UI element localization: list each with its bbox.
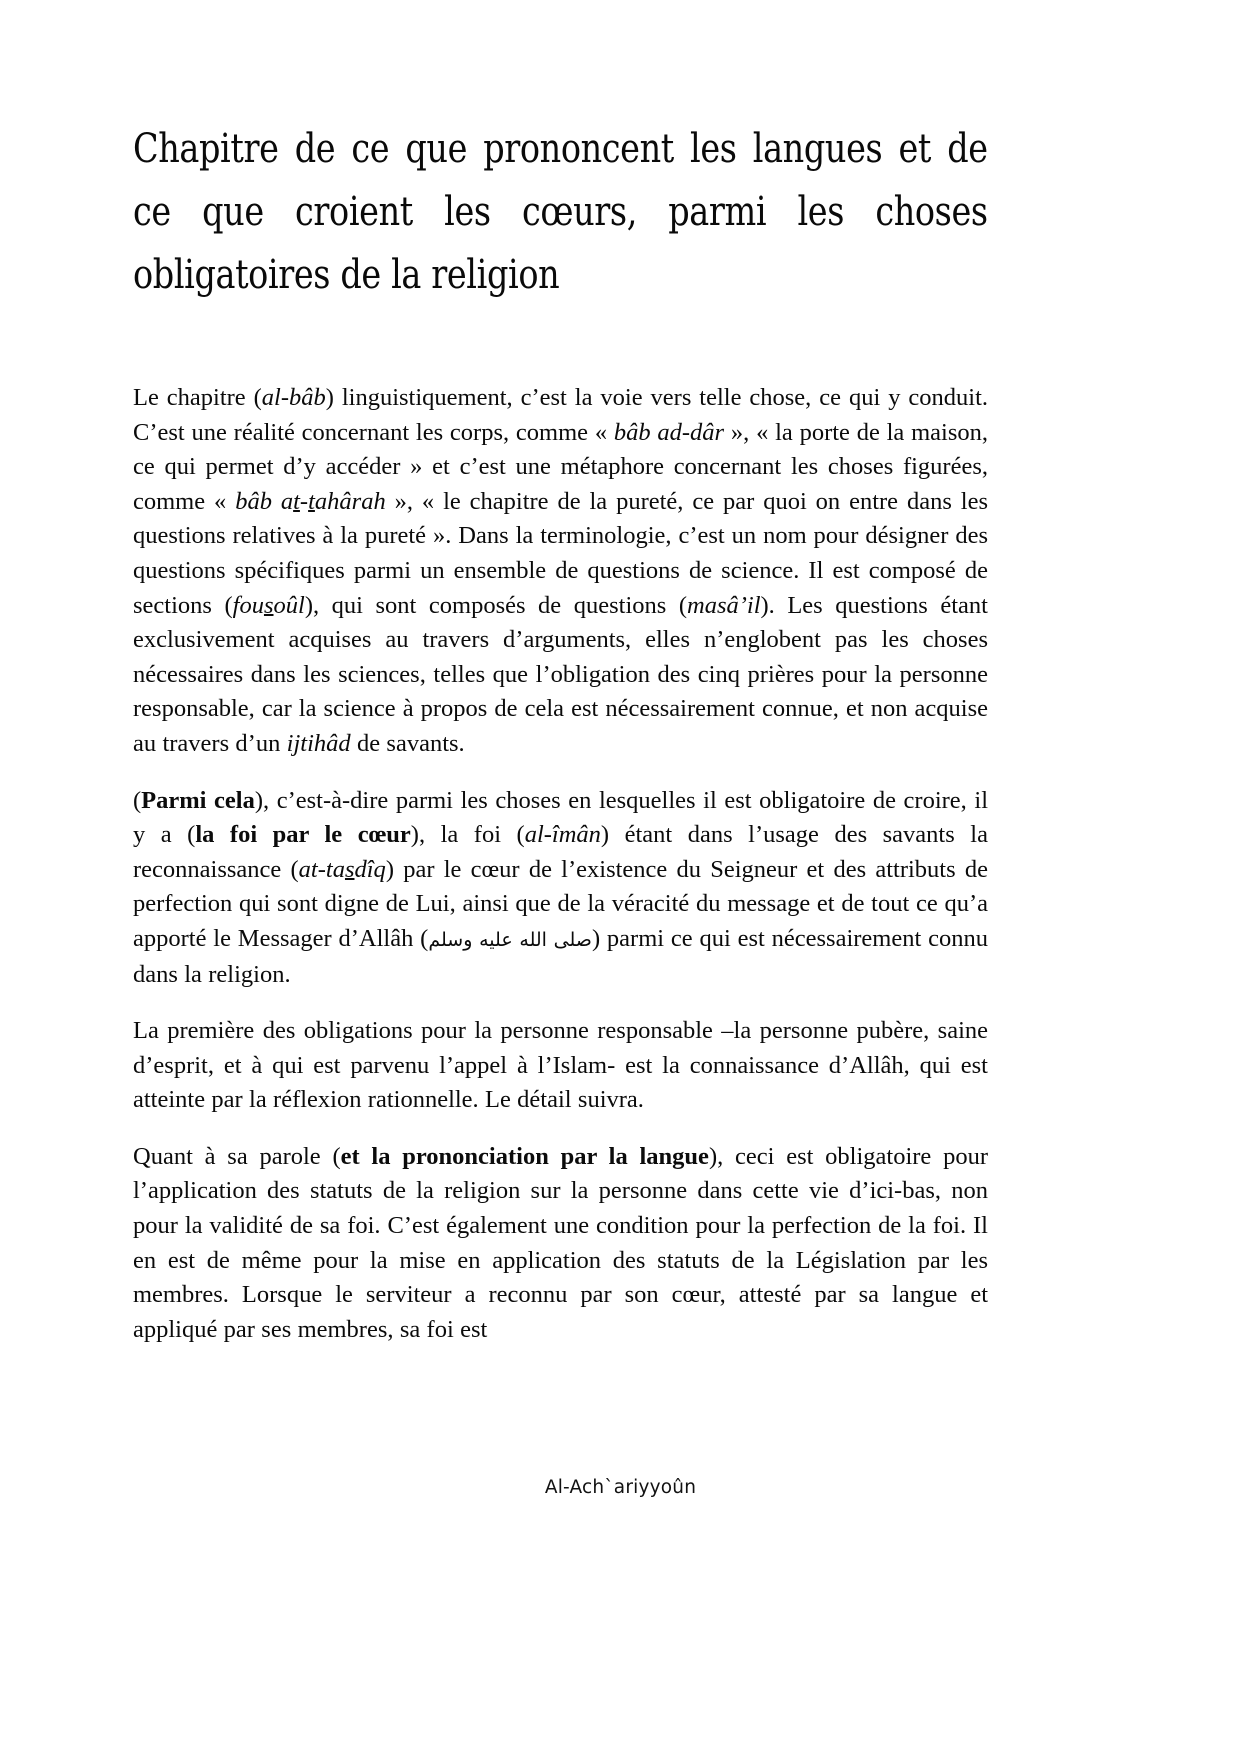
p1-transliteration-4c: oûl xyxy=(273,591,305,619)
paragraph-1 xyxy=(133,381,988,762)
p2-text-5: ) par le cœur de l’existence du Seigneur et des attributs de perfection qui sont digne de Lui, ainsi que de la véracité du message et de tout ce qu’a apporté le Messager d’Allâh ( xyxy=(133,855,988,952)
p2-text-6: ) parmi ce qui est nécessairement connu dans la religion. xyxy=(133,924,988,988)
title-body-spacer xyxy=(133,307,988,381)
p1-transliteration-3a: bâb a xyxy=(235,487,294,515)
p1-transliteration-6: ijtihâd xyxy=(286,729,351,757)
p1-transliteration-5: masâ’il xyxy=(687,591,761,619)
page-content xyxy=(133,118,988,1347)
p2-bold-1: Parmi cela xyxy=(141,786,255,814)
page-footer: Al-Ach`ariyyoûn xyxy=(544,1477,697,1498)
p2-text-2: ), c’est-à-dire parmi les choses en lesquelles il est obligatoire de croire, il y a ( xyxy=(133,786,988,849)
p1-text-5: ), qui sont composés de questions ( xyxy=(304,591,687,619)
arabic-blessing: صلى الله عليه وسلم xyxy=(428,928,592,951)
p2-transliteration-1: al-îmân xyxy=(524,821,601,849)
p1-text-7: de savants. xyxy=(350,729,465,757)
p1-text-2: ) linguistiquement, c’est la voie vers telle chose, ce qui y conduit. C’est une réalité concernant les corps, comme « xyxy=(133,384,988,446)
p1-transliteration-3e: ahârah xyxy=(314,487,386,515)
p1-text-4: », « le chapitre de la pureté, ce par quoi on entre dans les questions relatives à la pureté ». Dans la terminologie, c’est un nom pour désigner des questions spécifiques parmi un ensemble de questions de science. Il est composé de sections ( xyxy=(133,487,988,619)
paragraph-3 xyxy=(133,1014,988,1118)
p1-text-6: ). Les questions étant exclusivement acquises au travers d’arguments, elles n’englobent pas les choses nécessaires dans les sciences, telles que l’obligation des cinq prières pour la personne responsable, car la science à propos de cela est nécessairement connue, et non acquise au travers d’un xyxy=(133,591,988,757)
p2-text-3: ), la foi ( xyxy=(410,821,525,849)
p2-bold-2: la foi par le cœur xyxy=(195,821,411,849)
p1-text-3: », « la porte de la maison, ce qui permet d’y accéder » et c’est une métaphore concernant les choses figurées, comme « xyxy=(133,418,989,515)
p1-transliteration-3d: t xyxy=(308,487,315,515)
p4-text-2: ), ceci est obligatoire pour l’application des statuts de la religion sur la personne dans cette vie d’ici-bas, non pour la validité de sa foi. C’est également une condition pour la perfection de la foi. Il en est de même pour la mise en application des statuts de la Législation par les membres. Lorsque le serviteur a reconnu par son cœur, attesté par sa langue et appliqué par ses membres, sa foi est xyxy=(133,1142,988,1343)
p1-transliteration-2: bâb ad-dâr xyxy=(613,418,725,446)
p2-text-1: ( xyxy=(133,786,142,814)
p1-text-1: Le chapitre ( xyxy=(133,384,262,411)
p2-text-4: ) étant dans l’usage des savants la reconnaissance ( xyxy=(133,821,988,883)
p2-transliteration-2c: dîq xyxy=(354,855,386,883)
p4-text-1: Quant à sa parole ( xyxy=(133,1142,341,1170)
paragraph-4 xyxy=(133,1140,988,1348)
paragraph-2 xyxy=(133,784,988,993)
p1-transliteration-1: al-bâb xyxy=(261,384,326,411)
p3-text-1: La première des obligations pour la personne responsable –la personne pubère, saine d’esprit, et à qui est parvenu l’appel à l’Islam- est la connaissance d’Allâh, qui est atteinte par la réflexion rationnelle. Le détail suivra. xyxy=(133,1017,988,1114)
p2-transliteration-2b: s xyxy=(344,855,355,883)
p1-transliteration-3b: t xyxy=(293,487,300,515)
p1-transliteration-3c: - xyxy=(299,487,309,515)
p4-bold-1: et la prononciation par la langue xyxy=(340,1142,709,1170)
p1-transliteration-4b: s xyxy=(263,591,274,619)
page-title: Chapitre de ce que prononcent les langues et de ce que croient les cœurs, parmi les choses obligatoires de la religion xyxy=(133,126,988,298)
p2-transliteration-2a: at-ta xyxy=(298,855,345,883)
p1-transliteration-4a: fou xyxy=(232,591,264,619)
